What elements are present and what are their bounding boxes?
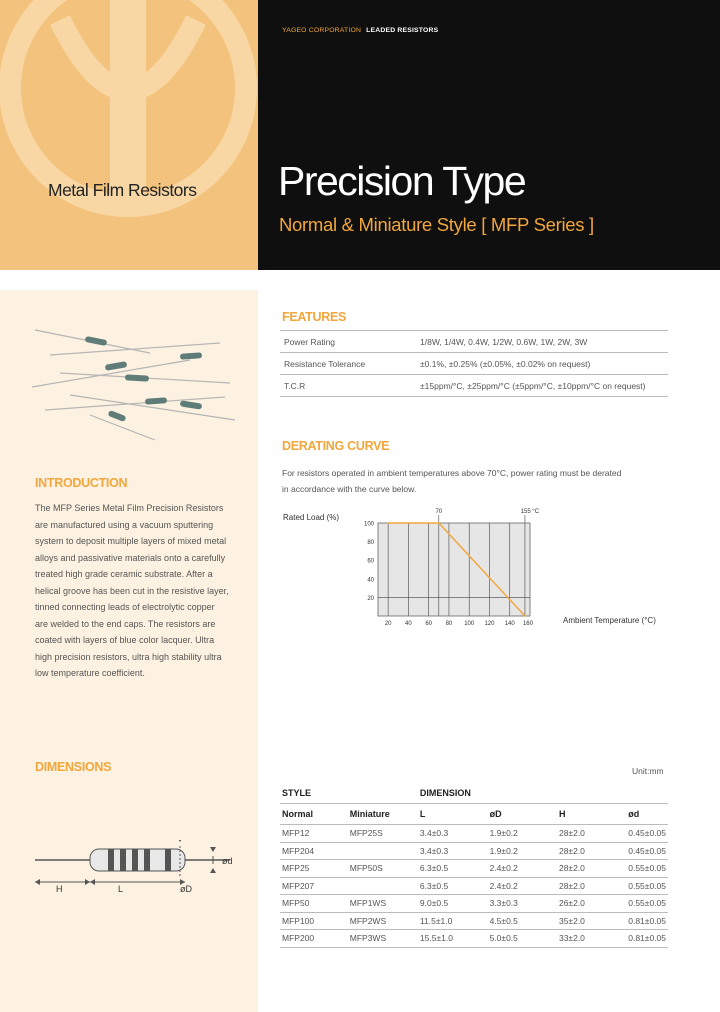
table-cell: 3.3±0.3 [488,895,557,913]
table-cell: 0.45±0.05 [626,825,668,843]
introduction-heading: INTRODUCTION [35,476,128,490]
header-right-panel [258,0,720,270]
derating-line: in accordance with the curve below. [282,484,417,494]
table-cell: 11.5±1.0 [418,912,488,930]
table-row [280,375,668,397]
page-subtitle: Normal & Miniature Style [ MFP Series ] [279,214,594,235]
unit-label: Unit:mm [632,766,664,776]
dim-label-d: øD [180,884,192,894]
table-cell: 28±2.0 [557,842,626,860]
table-cell: 1.9±0.2 [488,842,557,860]
table-cell: 0.81±0.05 [626,930,668,948]
table-row [280,331,668,353]
table-row [280,912,668,930]
table-row [280,877,668,895]
table-cell [348,842,418,860]
resistor-photo [30,315,240,445]
features-heading: FEATURES [282,310,347,324]
table-cell: MFP2WS [348,912,418,930]
chart-x-tick-label: 60 [425,621,433,627]
table-cell: 4.5±0.5 [488,912,557,930]
table-cell: 28±2.0 [557,877,626,895]
intro-line: treated high grade ceramic substrate. After a [35,569,213,579]
table-cell: MFP50 [280,895,348,913]
derating-line: For resistors operated in ambient temperatures above 70°C, power rating must be derated [282,468,622,478]
dim-label-ld: ød [222,856,233,866]
derating-text [282,465,682,497]
table-cell: 3.4±0.3 [418,825,488,843]
category-name: LEADED RESISTORS [366,27,439,34]
table-cell: MFP12 [280,825,348,843]
chart-x-tick-label: 160 [522,621,533,627]
breadcrumb [282,27,438,34]
table-cell: 0.45±0.05 [626,842,668,860]
header-left-panel [0,0,258,270]
table-row [280,842,668,860]
table-cell: 0.55±0.05 [626,877,668,895]
chart-y-tick-label: 20 [367,595,374,602]
intro-line: are welded to the end caps. The resistors are [35,618,216,629]
intro-line: low temperature coefficient. [35,668,145,678]
chart-ylabel: Rated Load (%) [283,513,340,522]
table-cell: MFP100 [280,912,348,930]
chart-x-tick-label: 20 [384,621,392,627]
table-cell: 0.81±0.05 [626,912,668,930]
table-cell: 35±2.0 [557,912,626,930]
style-group-header: STYLE [280,783,418,804]
dimension-group-header: DIMENSION [418,783,668,804]
intro-line: The MFP Series Metal Film Precision Resistors [35,503,224,513]
intro-line: system to deposit multiple layers of mixed metal [35,536,227,546]
page-title: Precision Type [278,158,526,204]
chart-annotation: 155 °C [520,509,540,515]
table-cell: MFP200 [280,930,348,948]
column-header: Normal [280,804,348,825]
feature-value: ±15ppm/°C, ±25ppm/°C (±5ppm/°C, ±10ppm/°C on request) [416,375,668,397]
chart-x-tick-label: 100 [464,621,475,627]
table-cell: 28±2.0 [557,825,626,843]
chart-x-tick-label: 140 [504,621,515,627]
intro-line: alloys and passivative materials onto a carefully [35,552,226,563]
table-cell: MFP3WS [348,930,418,948]
chart-x-tick-label: 80 [445,621,453,627]
introduction-text [35,500,245,682]
table-cell: 6.3±0.5 [418,877,488,895]
table-header [280,804,668,825]
table-row [280,930,668,948]
table-cell: MFP204 [280,842,348,860]
table-row [280,860,668,878]
features-table [280,330,668,397]
chart-x-tick-label: 120 [484,621,495,627]
table-cell: MFP1WS [348,895,418,913]
chart-plot-area [378,523,530,616]
table-cell: 2.4±0.2 [488,877,557,895]
intro-line: are manufactured using a vacuum sputtering [35,519,214,530]
table-cell: MFP207 [280,877,348,895]
table-cell: 26±2.0 [557,895,626,913]
table-cell: MFP25 [280,860,348,878]
feature-value: ±0.1%, ±0.25% (±0.05%, ±0.02% on request) [416,353,668,375]
intro-line: coated with layers of blue color lacquer. Ultra [35,635,215,645]
feature-value: 1/8W, 1/4W, 0.4W, 1/2W, 0.6W, 1W, 2W, 3W [416,331,668,353]
column-header: øD [488,804,557,825]
table-cell [348,877,418,895]
derating-heading: DERATING CURVE [282,439,390,453]
table-cell: 33±2.0 [557,930,626,948]
table-cell: 5.0±0.5 [488,930,557,948]
dim-label-h: H [56,884,63,894]
table-cell: 15.5±1.0 [418,930,488,948]
chart-y-tick-label: 80 [367,540,374,547]
table-cell: MFP25S [348,825,418,843]
table-cell: 28±2.0 [557,860,626,878]
table-cell: 2.4±0.2 [488,860,557,878]
table-row [280,353,668,375]
table-cell: MFP50S [348,860,418,878]
left-title: Metal Film Resistors [48,180,197,200]
chart-xlabel: Ambient Temperature (°C) [563,616,656,625]
column-header: L [418,804,488,825]
table-cell: 3.4±0.3 [418,842,488,860]
resistor-dimension-diagram [30,840,245,900]
intro-line: helical groove has been cut in the resistive layer, [35,585,229,596]
table-row [280,895,668,913]
company-name: YAGEO CORPORATION [282,27,362,34]
dimensions-table [280,783,668,948]
column-header: H [557,804,626,825]
dim-label-l: L [118,884,124,894]
derating-chart [280,505,680,633]
table-cell: 1.9±0.2 [488,825,557,843]
chart-y-tick-label: 60 [367,558,374,565]
brand-watermark-icon [0,0,258,270]
chart-x-tick-label: 40 [405,621,412,627]
chart-data-point [387,522,389,524]
intro-line: tinned connecting leads of electrolytic copper [35,602,215,612]
table-row [280,825,668,843]
chart-annotation: 70 [435,509,443,515]
table-header-group [280,783,668,804]
table-cell: 6.3±0.5 [418,860,488,878]
chart-data-point [438,522,440,524]
table-cell: 0.55±0.05 [626,895,668,913]
table-cell: 0.55±0.05 [626,860,668,878]
feature-label: Power Rating [280,331,416,353]
chart-y-tick-label: 100 [363,521,374,528]
chart-y-tick-label: 40 [367,577,374,584]
column-header: ød [626,804,668,825]
chart-data-point [524,615,526,617]
feature-label: Resistance Tolerance [280,353,416,375]
dimensions-heading: DIMENSIONS [35,760,112,774]
feature-label: T.C.R [280,375,416,397]
column-header: Miniature [348,804,418,825]
table-cell: 9.0±0.5 [418,895,488,913]
intro-line: high precision resistors, ultra high stability ultra [35,651,222,662]
